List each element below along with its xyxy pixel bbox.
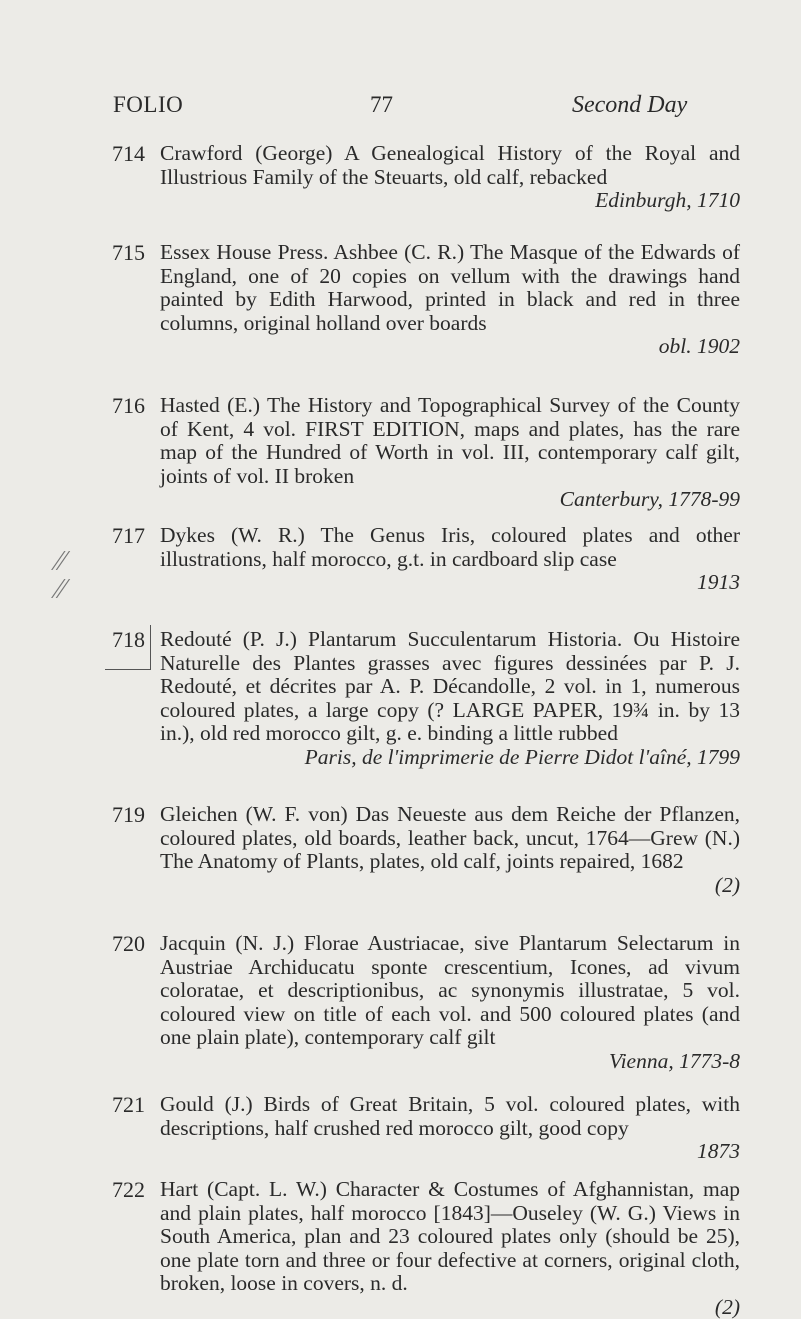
header-format: FOLIO <box>113 92 183 118</box>
lot-imprint: Edinburgh, 1710 <box>160 189 740 213</box>
lot-imprint: Vienna, 1773-8 <box>160 1050 740 1074</box>
lot-imprint: Canterbury, 1778-99 <box>160 488 740 512</box>
lot-description: Hasted (E.) The History and Topographical Survey of the County of Kent, 4 vol. FIRST EDITION, maps and plates, has the rare map of the Hundred of Worth in vol. III, contemporary calf gilt, joints of vol. II broken <box>160 394 740 488</box>
lot-description: Crawford (George) A Genealogical History of the Royal and Illustrious Family of the Steuarts, old calf, rebacked <box>160 142 740 189</box>
lot-number: 718 <box>112 628 145 652</box>
lot-imprint: 1913 <box>160 571 740 595</box>
lot-number: 721 <box>112 1093 145 1117</box>
lot-number: 716 <box>112 394 145 418</box>
lot-imprint: (2) <box>160 874 740 898</box>
lot-imprint: 1873 <box>160 1140 740 1164</box>
lot-description: Gleichen (W. F. von) Das Neueste aus dem Reiche der Pflanzen, coloured plates, old boards, leather back, uncut, 1764—Grew (N.) The Anatomy of Plants, plates, old calf, joints repaired, 1682 <box>160 803 740 874</box>
margin-annotation-mark: ⁄⁄ ⁄⁄ <box>56 548 65 604</box>
lot-imprint: (2) <box>160 1296 740 1319</box>
lot-number: 717 <box>112 524 145 548</box>
header-day: Second Day <box>572 92 687 119</box>
lot-description: Dykes (W. R.) The Genus Iris, coloured plates and other illustrations, half morocco, g.t. in cardboard slip case <box>160 524 740 571</box>
lot-number: 720 <box>112 932 145 956</box>
lot-imprint: Paris, de l'imprimerie de Pierre Didot l'aîné, 1799 <box>160 746 740 770</box>
lot-description: Hart (Capt. L. W.) Character & Costumes of Afghannistan, map and plain plates, half morocco [1843]—Ouseley (W. G.) Views in South America, plan and 23 coloured plates only (should be 25), one plate torn and three or four defective at corners, original cloth, broken, loose in covers, n. d. <box>160 1178 740 1296</box>
lot-number: 714 <box>112 142 145 166</box>
lot-number: 722 <box>112 1178 145 1202</box>
lot-number: 715 <box>112 241 145 265</box>
lot-description: Gould (J.) Birds of Great Britain, 5 vol. coloured plates, with descriptions, half crushed red morocco gilt, good copy <box>160 1093 740 1140</box>
lot-description: Jacquin (N. J.) Florae Austriacae, sive Plantarum Selectarum in Austriae Archiducatu sponte crescentium, Icones, ad vivum coloratae, et descriptionibus, ac synonymis illustratae, 5 vol. coloured view on title of each vol. and 500 coloured plates (and one plain plate), contemporary calf gilt <box>160 932 740 1050</box>
lot-description: Essex House Press. Ashbee (C. R.) The Masque of the Edwards of England, one of 20 copies on vellum with the drawings hand painted by Edith Harwood, printed in black and red in three columns, original holland over boards <box>160 241 740 335</box>
lot-imprint: obl. 1902 <box>160 335 740 359</box>
lot-description: Redouté (P. J.) Plantarum Succulentarum Historia. Ou Histoire Naturelle des Plantes grasses avec figures dessinées par P. J. Redouté, et décrites par A. P. Décandolle, 2 vol. in 1, numerous coloured plates, a large copy (? LARGE PAPER, 19¾ in. by 13 in.), old red morocco gilt, g. e. binding a little rubbed <box>160 628 740 746</box>
page-number: 77 <box>370 92 393 118</box>
page-header <box>0 92 801 126</box>
lot-number: 719 <box>112 803 145 827</box>
